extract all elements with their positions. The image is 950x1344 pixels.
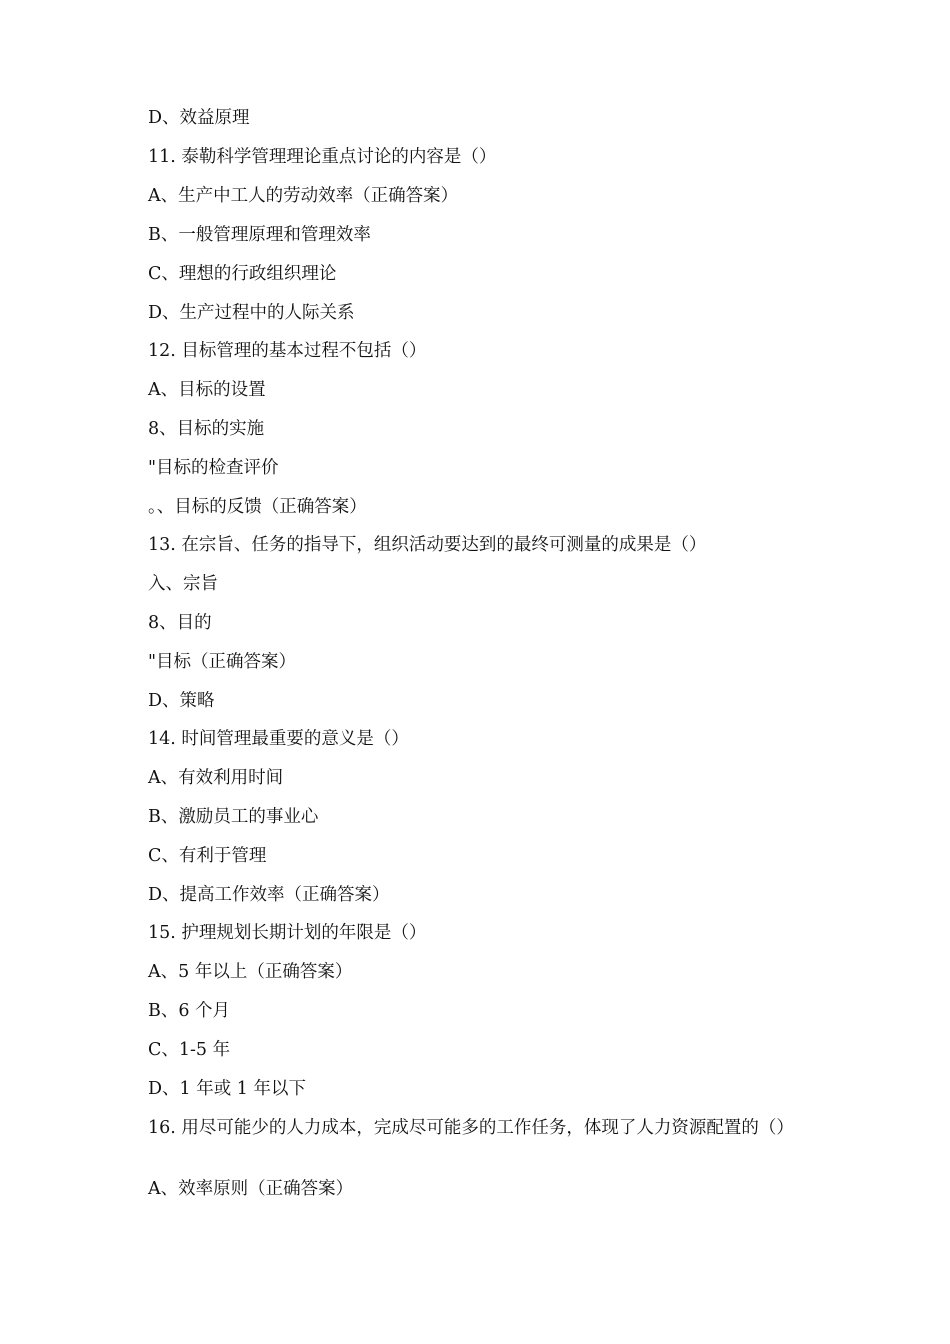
option-10d: D、效益原理: [148, 108, 250, 128]
option-12a: A、目标的设置: [148, 380, 266, 400]
option-15a: A、5 年以上（正确答案）: [148, 962, 353, 982]
option-14c: C、有利于管理: [148, 846, 267, 866]
option-15c: C、1-5 年: [148, 1040, 231, 1060]
option-13d: D、策略: [148, 691, 215, 711]
option-11b: B、一般管理原理和管理效率: [148, 225, 371, 245]
question-14: 14. 时间管理最重要的意义是（）: [148, 729, 409, 749]
question-11: 11. 泰勒科学管理理论重点讨论的内容是（）: [148, 147, 497, 167]
option-11c: C、理想的行政组织理论: [148, 264, 337, 284]
question-12: 12. 目标管理的基本过程不包括（）: [148, 341, 427, 361]
question-13: 13. 在宗旨、任务的指导下，组织活动要达到的最终可测量的成果是（）: [148, 535, 707, 555]
option-13c: "目标（正确答案）: [148, 652, 297, 672]
option-14d: D、提高工作效率（正确答案）: [148, 885, 390, 905]
option-13a: 入、宗旨: [148, 574, 218, 594]
option-15d: D、1 年或 1 年以下: [148, 1079, 306, 1099]
option-13b: 8、目的: [148, 613, 212, 633]
option-15b: B、6 个月: [148, 1001, 231, 1021]
option-11d: D、生产过程中的人际关系: [148, 303, 355, 323]
question-16: [118, 1117, 828, 1139]
option-14a: A、有效利用时间: [148, 768, 284, 788]
option-11a: A、生产中工人的劳动效率（正确答案）: [148, 186, 459, 206]
option-16a: A、效率原则（正确答案）: [148, 1179, 354, 1199]
question-16-text: 16. 用尽可能少的人力成本，完成尽可能多的工作任务，体现了人力资源配置的（）: [148, 1118, 794, 1138]
question-15: 15. 护理规划长期计划的年限是（）: [148, 923, 427, 943]
option-12c: "目标的检查评价: [148, 458, 279, 478]
option-12b: 8、目标的实施: [148, 419, 265, 439]
option-12d: 。、目标的反馈（正确答案）: [148, 497, 367, 517]
option-14b: B、激励员工的事业心: [148, 807, 319, 827]
